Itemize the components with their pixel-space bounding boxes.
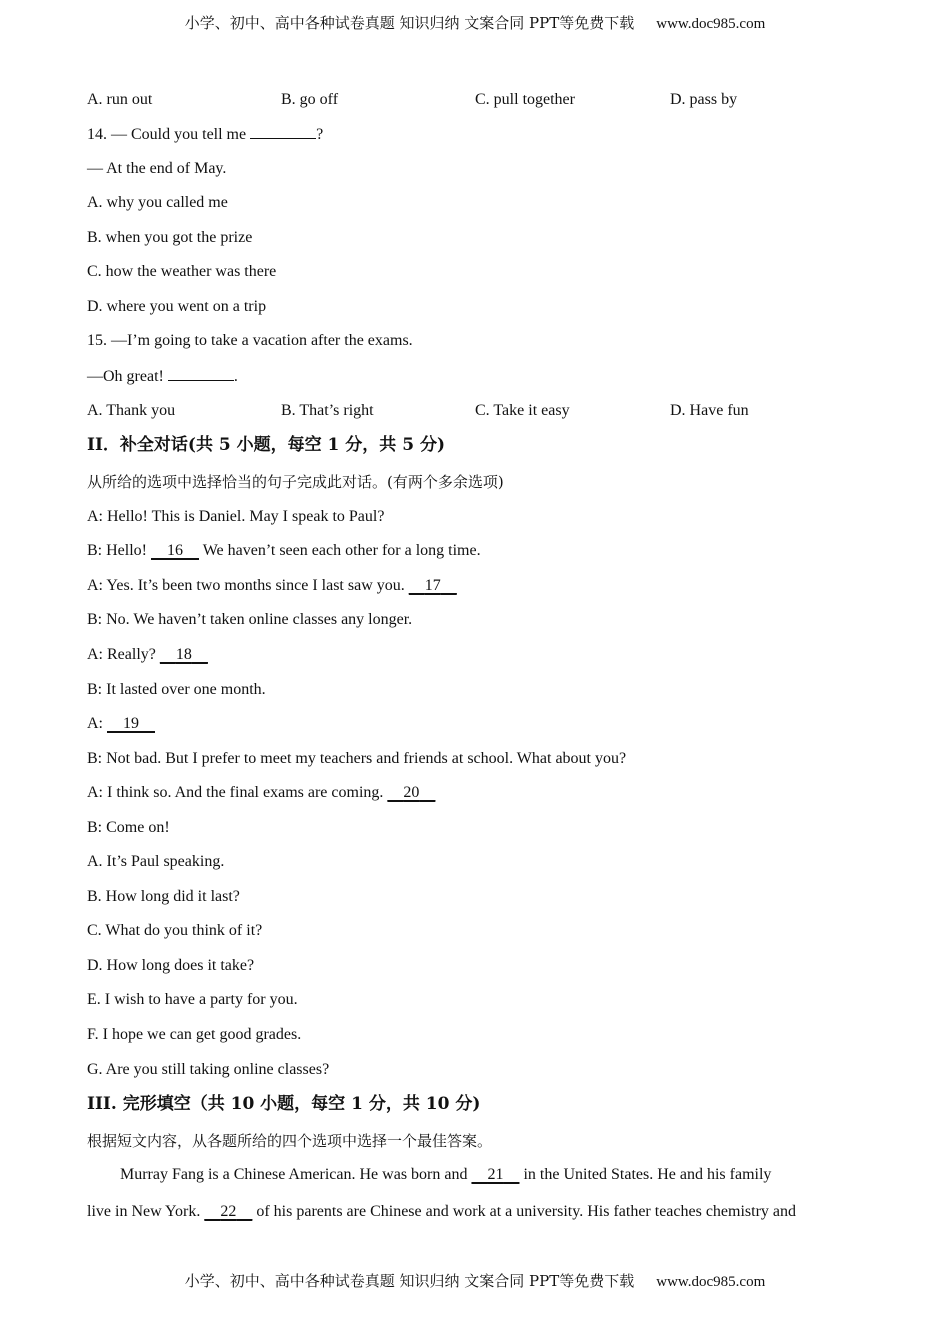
- dialogue-text: A: Really?: [87, 646, 156, 663]
- dialogue-line-5: [87, 645, 208, 665]
- passage-line-2: [87, 1202, 796, 1222]
- q15-reply: [87, 366, 238, 387]
- section2-heading: II．补全对话(共 5 小题，每空 1 分，共 5 分): [87, 435, 445, 455]
- q14-blank: [250, 124, 316, 139]
- q14-option-a: A. why you called me: [87, 194, 228, 211]
- dialogue-text: We haven’t seen each other for a long time.: [202, 542, 481, 559]
- header-site-link[interactable]: www.doc985.com: [656, 16, 766, 32]
- footer-text: 小学、初中、高中各种试卷真题 知识归纳 文案合同 PPT等免费下载: [184, 1272, 635, 1290]
- blank-20: 20: [403, 784, 420, 801]
- dialogue-text: A: I think so. And the final exams are coming.: [87, 784, 384, 801]
- passage-text: in the United States. He and his family: [523, 1166, 772, 1183]
- q14-option-b: B. when you got the prize: [87, 229, 253, 246]
- q14-stem-end: ?: [316, 126, 324, 143]
- q14-reply: — At the end of May.: [87, 160, 227, 177]
- section2-instruction: 从所给的选项中选择恰当的句子完成此对话。(有两个多余选项): [87, 473, 504, 491]
- blank-18: 18: [175, 646, 192, 663]
- dialogue-option-a: A. It’s Paul speaking.: [87, 853, 225, 870]
- q13-option-d: D. pass by: [670, 91, 738, 108]
- section3-heading: III. 完形填空（共 10 小题，每空 1 分，共 10 分): [87, 1094, 481, 1114]
- dialogue-option-c: C. What do you think of it?: [87, 922, 263, 939]
- dialogue-text: A:: [87, 715, 103, 732]
- blank-16: 16: [167, 542, 183, 559]
- dialogue-line-1: A: Hello! This is Daniel. May I speak to Paul?: [87, 508, 385, 525]
- dialogue-option-d: D. How long does it take?: [87, 957, 255, 974]
- q15-blank: [168, 366, 234, 381]
- footer-site-link[interactable]: www.doc985.com: [656, 1274, 766, 1290]
- q15-reply-end: .: [233, 368, 238, 385]
- q14-option-c: C. how the weather was there: [87, 263, 277, 280]
- dialogue-line-9: [87, 783, 435, 803]
- dialogue-text: B: Hello!: [87, 542, 147, 559]
- passage-text: of his parents are Chinese and work at a university. His father teaches chemistry and: [256, 1203, 797, 1220]
- q15-reply-text: —Oh great!: [87, 368, 164, 385]
- blank-22: 22: [220, 1203, 237, 1220]
- header-text: 小学、初中、高中各种试卷真题 知识归纳 文案合同 PPT等免费下载: [184, 14, 635, 32]
- q13-option-b: B. go off: [281, 91, 339, 108]
- dialogue-option-b: B. How long did it last?: [87, 888, 240, 905]
- blank-17: 17: [424, 577, 441, 594]
- passage-line-1: [120, 1165, 771, 1185]
- dialogue-option-f: F. I hope we can get good grades.: [87, 1026, 302, 1043]
- q15-option-d: D. Have fun: [670, 402, 749, 419]
- q14-stem-text: 14. — Could you tell me: [87, 126, 247, 143]
- dialogue-line-4: B: No. We haven’t taken online classes any longer.: [87, 611, 413, 628]
- dialogue-line-3: [87, 576, 457, 596]
- dialogue-line-8: B: Not bad. But I prefer to meet my teachers and friends at school. What about you?: [87, 750, 627, 767]
- dialogue-line-6: B: It lasted over one month.: [87, 681, 266, 698]
- q15-stem: 15. —I’m going to take a vacation after the exams.: [87, 332, 413, 349]
- section3-instruction: 根据短文内容，从各题所给的四个选项中选择一个最佳答案。: [87, 1132, 493, 1150]
- passage-text: live in New York.: [87, 1203, 201, 1220]
- blank-21: 21: [487, 1166, 504, 1183]
- q15-option-c: C. Take it easy: [475, 402, 570, 419]
- q14-option-d: D. where you went on a trip: [87, 298, 267, 315]
- q15-option-b: B. That’s right: [281, 402, 374, 419]
- dialogue-line-7: [87, 714, 155, 734]
- dialogue-option-e: E. I wish to have a party for you.: [87, 991, 298, 1008]
- dialogue-option-g: G. Are you still taking online classes?: [87, 1061, 330, 1078]
- q13-option-c: C. pull together: [475, 91, 575, 108]
- passage-text: Murray Fang is a Chinese American. He was born and: [120, 1166, 468, 1183]
- blank-19: 19: [123, 715, 139, 732]
- page-header: [0, 12, 950, 33]
- q14-stem: [87, 124, 323, 145]
- dialogue-line-10: B: Come on!: [87, 819, 170, 836]
- q15-option-a: A. Thank you: [87, 402, 176, 419]
- dialogue-text: A: Yes. It’s been two months since I last saw you.: [87, 577, 405, 594]
- page-footer: [0, 1270, 950, 1291]
- q13-option-a: A. run out: [87, 91, 153, 108]
- dialogue-line-2: [87, 541, 481, 561]
